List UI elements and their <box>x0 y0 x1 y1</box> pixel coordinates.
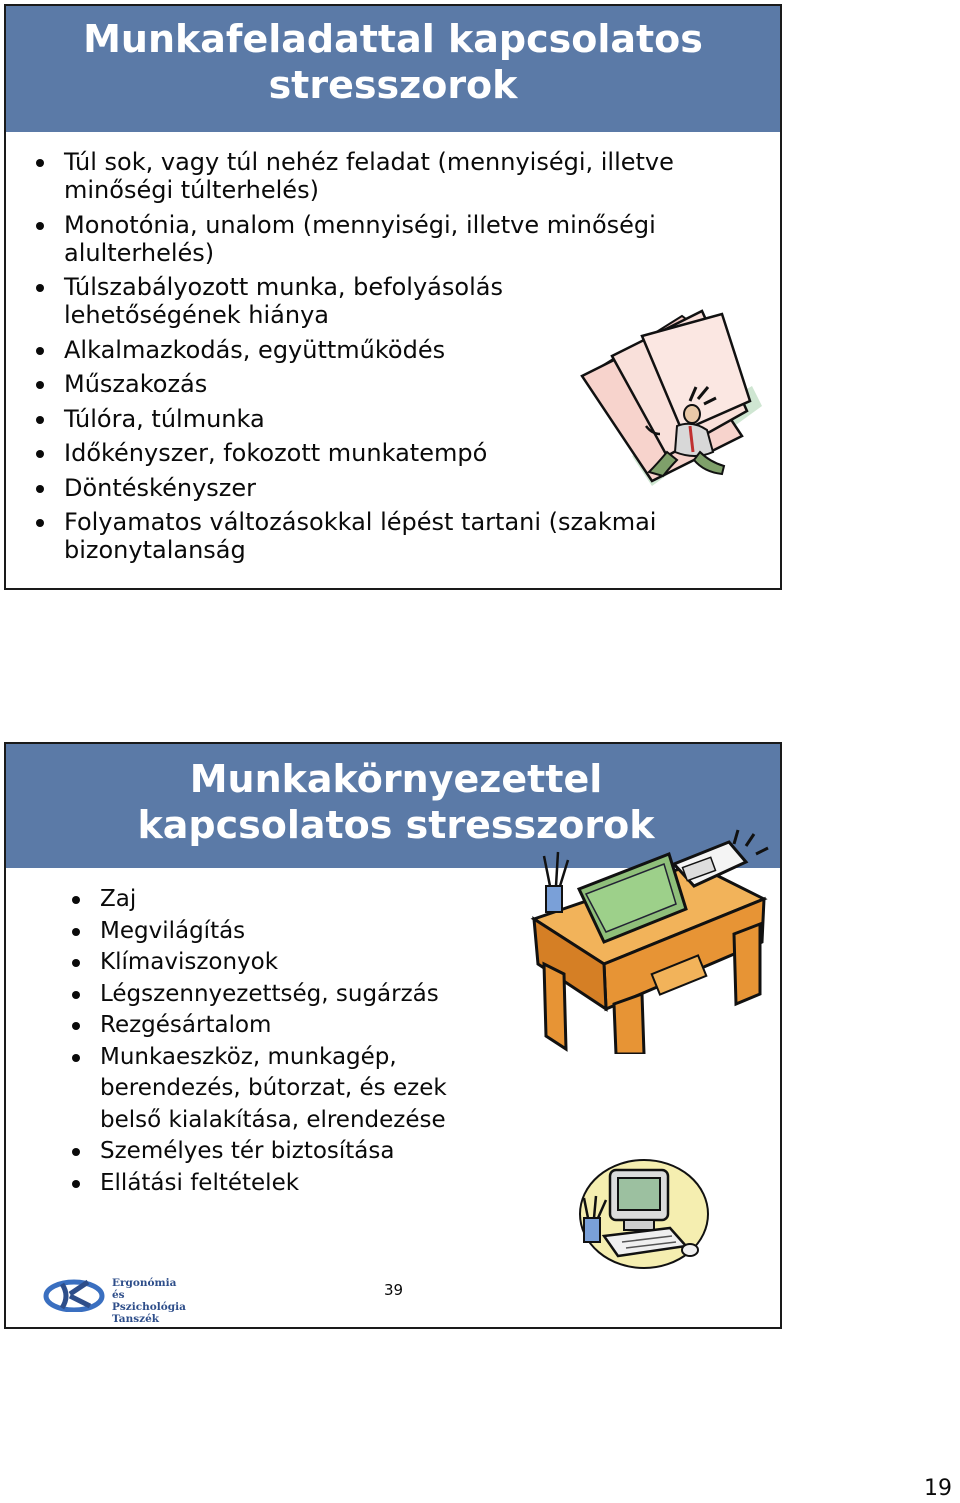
bullet-icon <box>72 928 80 936</box>
list-item: Ellátási feltételek <box>100 1168 500 1200</box>
list-item: Zaj <box>100 884 500 916</box>
bullet-list <box>100 884 500 1199</box>
department-logo-mark-icon <box>42 1276 112 1312</box>
list-item: Megvilágítás <box>100 916 500 948</box>
computer-clipart-icon <box>574 1154 710 1274</box>
list-item: Túlóra, túlmunka <box>64 405 684 433</box>
list-item: Monotónia, unalom (mennyiségi, illetve minőségi alulterhelés) <box>64 211 684 267</box>
slide-bottom <box>4 742 782 1329</box>
bullet-icon <box>72 1148 80 1156</box>
office-desk-clipart-icon <box>524 824 782 1054</box>
bullet-icon <box>36 284 44 292</box>
bullet-icon <box>72 959 80 967</box>
bullet-icon <box>72 1180 80 1188</box>
slide-title: Munkafeladattal kapcsolatos stresszorok <box>83 17 703 107</box>
bullet-icon <box>36 519 44 527</box>
slide-number: 39 <box>384 1281 404 1299</box>
slide-top <box>4 4 782 590</box>
slide-title-band <box>6 6 780 132</box>
list-item: Klímaviszonyok <box>100 947 500 979</box>
list-item: Alkalmazkodás, együttműködés <box>64 336 684 364</box>
bullet-icon <box>36 450 44 458</box>
bullet-icon <box>72 991 80 999</box>
slide-title: Munkakörnyezettel kapcsolatos stresszorok <box>137 757 655 847</box>
list-item: Túl sok, vagy túl nehéz feladat (mennyiségi, illetve minőségi túlterhelés) <box>64 148 684 204</box>
bullet-icon <box>36 416 44 424</box>
list-item: Személyes tér biztosítása <box>100 1136 500 1168</box>
bullet-icon <box>72 1054 80 1062</box>
list-item: Időkényszer, fokozott munkatempó <box>64 439 684 467</box>
bullet-icon <box>36 485 44 493</box>
logo-text-line: Ergonómia és <box>112 1277 177 1301</box>
bullet-icon <box>36 347 44 355</box>
bullet-icon <box>36 159 44 167</box>
list-item: Folyamatos változásokkal lépést tartani (szakmai bizonytalanság <box>64 508 684 564</box>
logo-text-line: Pszichológia <box>112 1301 186 1313</box>
bullet-icon <box>72 1022 80 1030</box>
bullet-icon <box>36 222 44 230</box>
list-item: Döntéskényszer <box>64 474 684 502</box>
overworked-person-clipart-icon <box>572 306 768 492</box>
page-number: 19 <box>924 1476 952 1501</box>
list-item: Rezgésártalom <box>100 1010 500 1042</box>
list-item: Túlszabályozott munka, befolyásolás lehetőségének hiánya <box>64 273 684 329</box>
logo-text-line: Tanszék <box>112 1313 160 1325</box>
list-item: Légszennyezettség, sugárzás <box>100 979 500 1011</box>
list-item: Munkaeszköz, munkagép, berendezés, bútorzat, és ezek belső kialakítása, elrendezése <box>100 1042 500 1137</box>
bullet-icon <box>36 381 44 389</box>
bullet-icon <box>72 896 80 904</box>
department-logo <box>42 1276 186 1325</box>
list-item: Műszakozás <box>64 370 684 398</box>
